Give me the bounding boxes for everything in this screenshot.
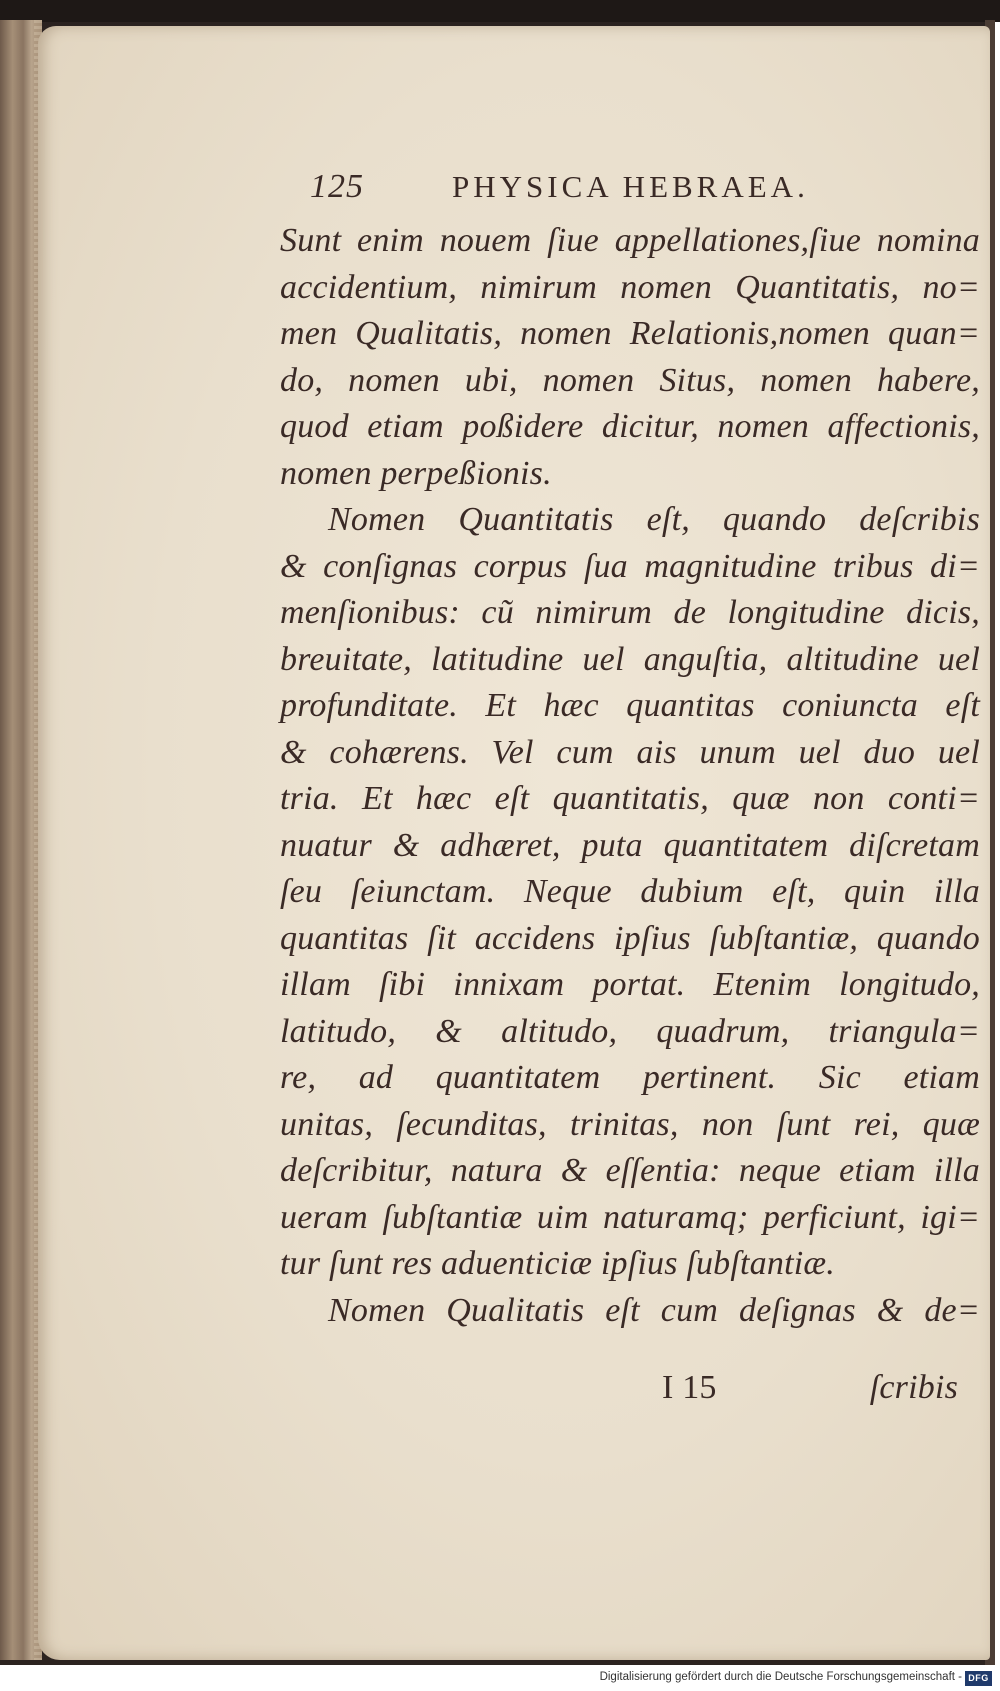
signature-mark: I 15 (662, 1369, 717, 1406)
catch-line (280, 1365, 980, 1411)
text-line: breuitate, latitudine uel anguſtia, altitudine uel (280, 640, 980, 678)
text-line: latitudo, & altitudo, quadrum, triangula= (280, 1012, 980, 1050)
page-number: 125 (310, 168, 364, 205)
text-line: deſcribitur, natura & eſſentia: neque etiam illa (280, 1152, 980, 1189)
text-line: nomen perpeßionis. (280, 454, 552, 492)
text-line: tur ſunt res aduenticiæ ipſius ſubſtantiæ. (280, 1245, 835, 1282)
text-line: Nomen Qualitatis eſt cum deſignas & de= (328, 1291, 980, 1329)
text-line: & cohærens. Vel cum ais unum uel duo uel (280, 733, 980, 771)
text-line: do, nomen ubi, nomen Situs, nomen habere, (280, 361, 980, 399)
text-line: ſeu ſeiunctam. Neque dubium eſt, quin illa (280, 873, 980, 910)
digitization-footer (0, 1668, 1000, 1691)
text-block (280, 136, 980, 1406)
catchword: ſcribis (869, 1369, 958, 1406)
text-line: quod etiam poßidere dicitur, nomen affectionis, (280, 408, 980, 445)
text-line: Nomen Quantitatis eſt, quando deſcribis (328, 501, 980, 538)
dfg-logo: DFG (965, 1671, 992, 1686)
text-line: & conſignas corpus ſua magnitudine tribus di= (280, 547, 980, 585)
text-line: re, ad quantitatem pertinent. Sic etiam (280, 1059, 980, 1096)
book-page (38, 26, 990, 1660)
running-head: PHYSICA HEBRAEA. (452, 169, 809, 204)
funding-credit: Digitalisierung gefördert durch die Deutsche Forschungsgemeinschaft - (599, 1671, 962, 1683)
text-line: unitas, ſecunditas, trinitas, non ſunt rei, quæ (280, 1105, 980, 1143)
text-line: tria. Et hæc eſt quantitatis, quæ non conti= (280, 780, 980, 817)
text-line: accidentium, nimirum nomen Quantitatis, no= (280, 268, 980, 306)
text-line: menſionibus: cũ nimirum de longitudine dicis, (280, 594, 980, 631)
page-stack-edge (0, 20, 42, 1660)
text-line: men Qualitatis, nomen Relationis,nomen quan= (280, 315, 980, 352)
text-line: nuatur & adhæret, puta quantitatem diſcretam (280, 826, 980, 864)
text-line: Sunt enim nouem ſiue appellationes,ſiue nomina (280, 222, 980, 259)
body-text (280, 218, 980, 1334)
text-line: ueram ſubſtantiæ uim naturamq; perficiunt, igi= (280, 1198, 980, 1236)
text-line: profunditate. Et hæc quantitas coniuncta eſt (280, 687, 980, 724)
text-line: quantitas ſit accidens ipſius ſubſtantiæ, quando (280, 919, 980, 957)
top-shadow-band (0, 0, 1000, 22)
page-header (280, 136, 980, 205)
text-line: illam ſibi innixam portat. Etenim longitudo, (280, 966, 980, 1003)
